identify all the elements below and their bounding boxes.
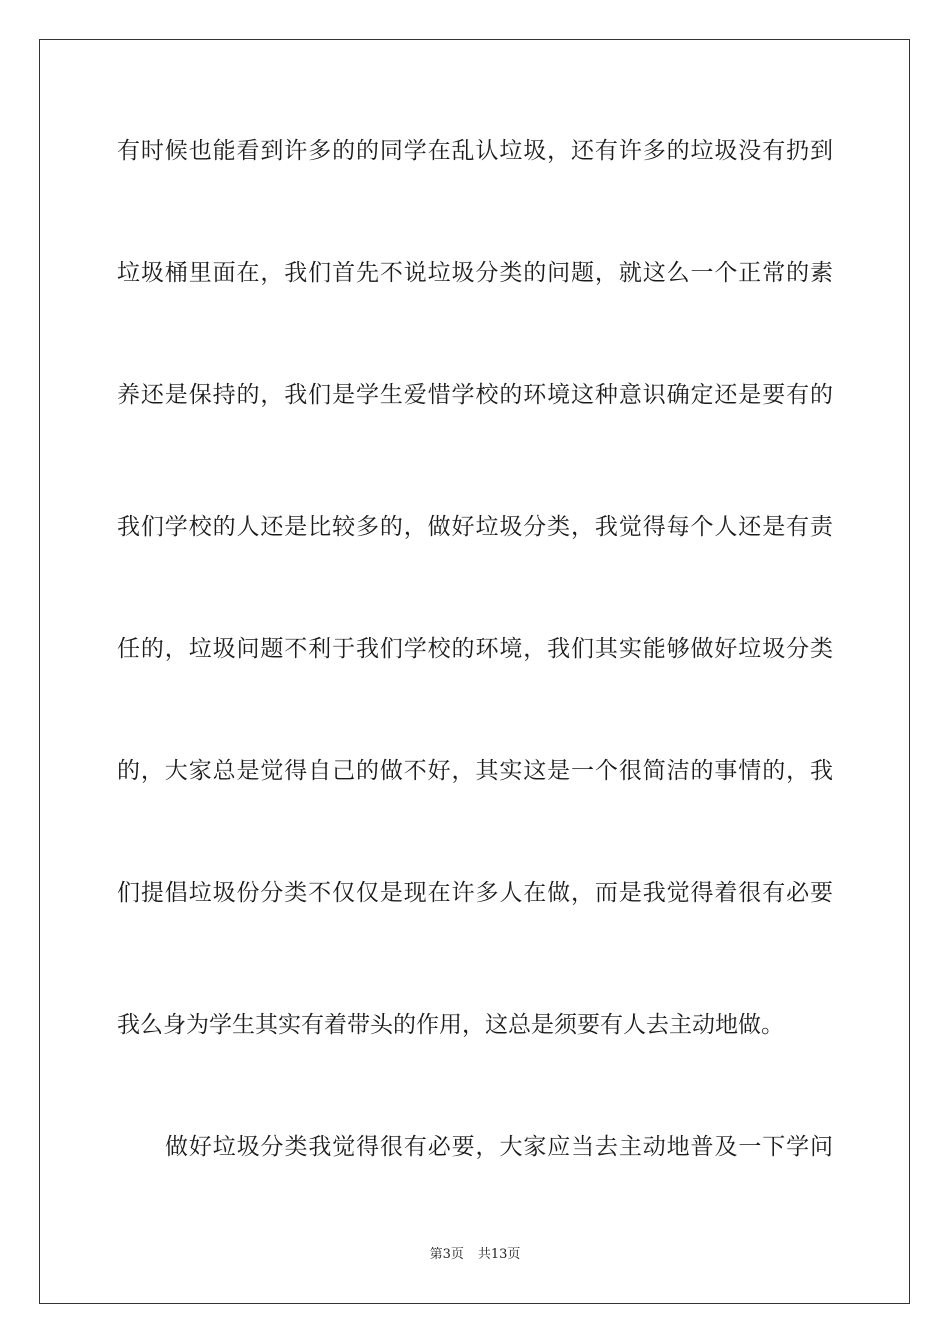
page-border <box>39 39 910 1304</box>
page-number: 第3页 <box>429 1247 464 1262</box>
body-line-5: 任的，垃圾问题不利于我们学校的环境，我们其实能够做好垃圾分类 <box>117 636 833 662</box>
body-line-1: 有时候也能看到许多的的同学在乱认垃圾，还有许多的垃圾没有扔到 <box>117 138 833 164</box>
page-total: 共13页 <box>477 1247 521 1262</box>
body-line-9: 做好垃圾分类我觉得很有必要，大家应当去主动地普及一下学问 <box>165 1134 833 1160</box>
body-line-4: 我们学校的人还是比较多的，做好垃圾分类，我觉得每个人还是有责 <box>117 514 833 540</box>
body-line-8: 我么身为学生其实有着带头的作用，这总是须要有人去主动地做。 <box>117 1012 784 1038</box>
body-line-6: 的，大家总是觉得自己的做不好，其实这是一个很简洁的事情的，我 <box>117 758 833 784</box>
body-line-3: 养还是保持的，我们是学生爱惜学校的环境这种意识确定还是要有的 <box>117 382 833 408</box>
body-line-7: 们提倡垃圾份分类不仅仅是现在许多人在做，而是我觉得着很有必要 <box>117 880 833 906</box>
body-line-2: 垃圾桶里面在，我们首先不说垃圾分类的问题，就这么一个正常的素 <box>117 260 833 286</box>
page-footer <box>0 1247 950 1263</box>
